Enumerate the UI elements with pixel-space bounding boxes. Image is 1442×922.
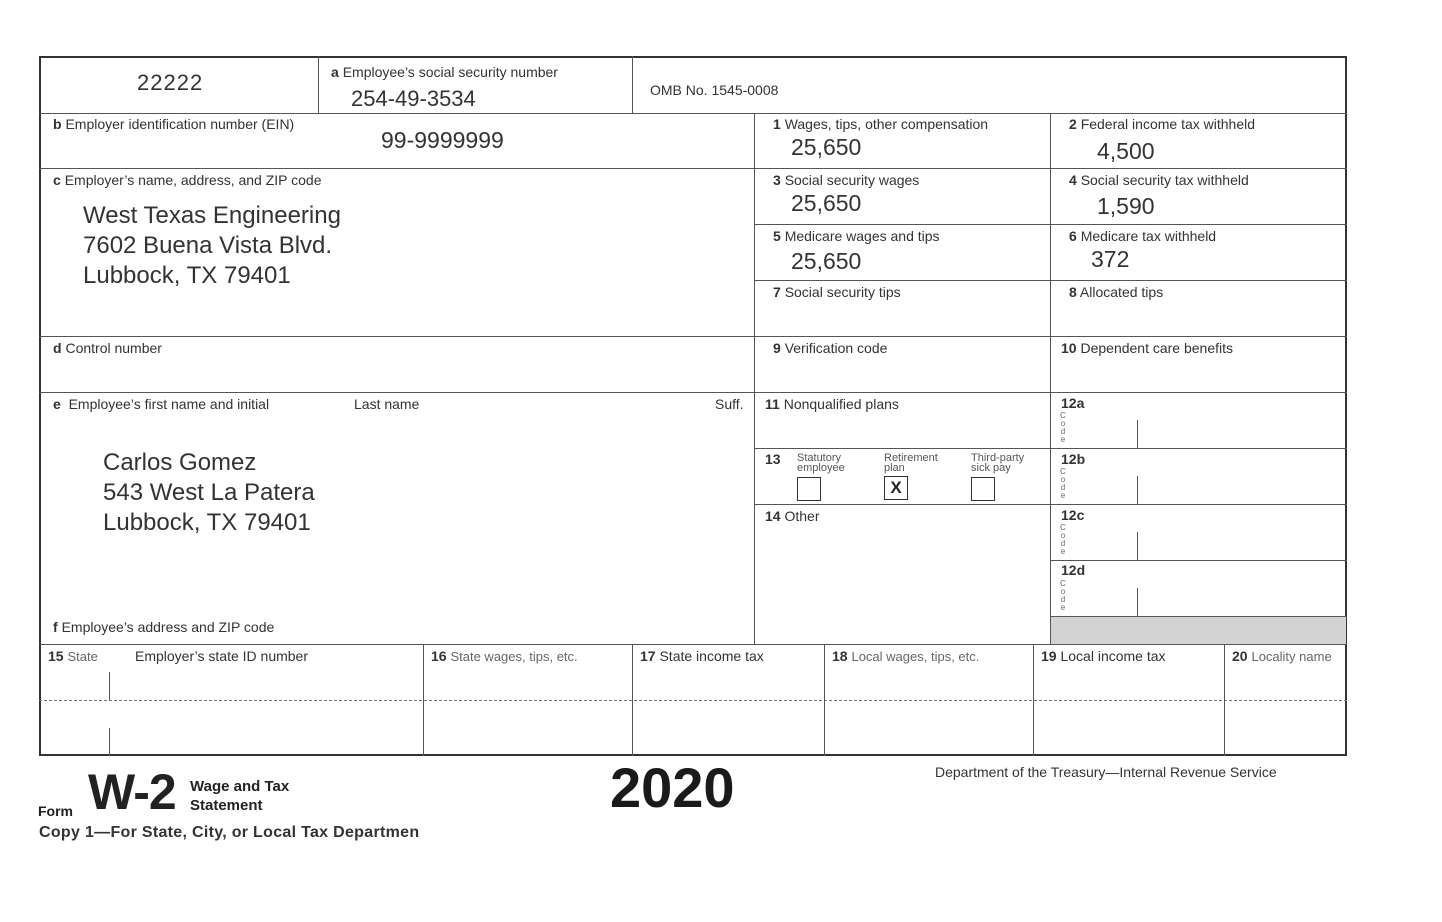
dashed-divider (39, 700, 1347, 701)
employee-address-label: f Employee’s address and ZIP code (53, 619, 275, 635)
divider (824, 644, 825, 756)
box14-label: 14 Other (765, 508, 820, 524)
divider (1050, 560, 1347, 561)
employee-first-name-label: e Employee’s first name and initial (53, 396, 270, 412)
code-divider (1137, 420, 1138, 448)
box2-label: 2 Federal income tax withheld (1069, 116, 1255, 132)
divider (39, 644, 1347, 645)
box18-label: 18 Local wages, tips, etc. (832, 648, 980, 664)
box12c-label: 12c (1061, 507, 1085, 523)
divider (1050, 113, 1051, 644)
divider (39, 336, 1347, 337)
form-name: W-2 (88, 764, 176, 820)
department-line: Department of the Treasury—Internal Revenue Service (935, 764, 1277, 780)
ssn-value[interactable]: 254-49-3534 (351, 86, 476, 111)
state-divider (109, 672, 110, 700)
divider (632, 644, 633, 756)
ein-label: b Employer identification number (EIN) (53, 116, 295, 132)
box11-label: 11 Nonqualified plans (765, 396, 899, 412)
employer-city-line[interactable]: Lubbock, TX 79401 (83, 262, 291, 289)
box12d-label: 12d (1061, 562, 1086, 578)
divider (39, 113, 1347, 114)
employee-city-line[interactable]: Lubbock, TX 79401 (103, 509, 311, 536)
code-label: C o d e (1060, 579, 1066, 612)
box17-label: 17 State income tax (640, 648, 764, 664)
shaded-box (1051, 617, 1346, 644)
box10-label: 10 Dependent care benefits (1061, 340, 1234, 356)
code-label: C o d e (1060, 411, 1066, 444)
code-label: C o d e (1060, 467, 1066, 500)
divider (632, 56, 633, 113)
divider (39, 168, 754, 169)
third-party-sick-pay-checkbox[interactable] (971, 477, 995, 501)
box1-label: 1 Wages, tips, other compensation (773, 116, 989, 132)
box16-label: 16 State wages, tips, etc. (431, 648, 578, 664)
form-code: 22222 (137, 70, 204, 95)
box6-label: 6 Medicare tax withheld (1069, 228, 1217, 244)
divider (754, 113, 755, 644)
third-party-sick-pay-label: Third-party sick pay (971, 452, 1025, 474)
box9-label: 9 Verification code (773, 340, 888, 356)
ssn-label: a Employee’s social security number (331, 64, 558, 80)
box1-value[interactable]: 25,650 (791, 134, 862, 160)
box4-label: 4 Social security tax withheld (1069, 172, 1249, 188)
employer-name-line[interactable]: West Texas Engineering (83, 202, 341, 229)
code-divider (1137, 476, 1138, 504)
employer-state-id-label: Employer’s state ID number (135, 648, 308, 664)
employee-address-line[interactable]: 543 West La Patera (103, 479, 315, 506)
box6-value[interactable]: 372 (1091, 246, 1130, 272)
code-divider (1137, 532, 1138, 560)
divider (1033, 644, 1034, 756)
box3-value[interactable]: 25,650 (791, 190, 862, 216)
suffix-label: Suff. (715, 396, 744, 412)
form-word: Form (38, 803, 73, 819)
omb-number: OMB No. 1545-0008 (650, 82, 779, 98)
state-divider (109, 728, 110, 756)
box12b-label: 12b (1061, 451, 1086, 467)
copy-line: Copy 1—For State, City, or Local Tax Departmen (39, 824, 420, 841)
box12a-label: 12a (1061, 395, 1085, 411)
box2-value[interactable]: 4,500 (1097, 138, 1155, 164)
box15-label: 15 State (48, 648, 98, 664)
box8-label: 8 Allocated tips (1069, 284, 1164, 300)
box19-label: 19 Local income tax (1041, 648, 1166, 664)
statutory-employee-checkbox[interactable] (797, 477, 821, 501)
box5-label: 5 Medicare wages and tips (773, 228, 940, 244)
employee-name-line[interactable]: Carlos Gomez (103, 449, 257, 476)
box7-label: 7 Social security tips (773, 284, 901, 300)
form-title: Wage and Tax Statement (190, 778, 290, 814)
retirement-plan-checkbox[interactable]: X (884, 476, 908, 500)
employer-address-line[interactable]: 7602 Buena Vista Blvd. (83, 232, 333, 259)
employer-name-label: c Employer’s name, address, and ZIP code (53, 172, 322, 188)
ein-value[interactable]: 99-9999999 (381, 127, 504, 153)
box13-label: 13 (765, 451, 781, 467)
code-divider (1137, 588, 1138, 616)
box20-label: 20 Locality name (1232, 648, 1332, 664)
box3-label: 3 Social security wages (773, 172, 920, 188)
box4-value[interactable]: 1,590 (1097, 193, 1155, 219)
divider (1224, 644, 1225, 756)
tax-year: 2020 (610, 756, 735, 819)
employee-last-name-label: Last name (354, 396, 420, 412)
code-label: C o d e (1060, 523, 1066, 556)
statutory-employee-label: Statutory employee (797, 452, 845, 474)
divider (318, 56, 319, 113)
retirement-plan-label: Retirement plan (884, 452, 938, 474)
divider (39, 392, 1347, 393)
divider (423, 644, 424, 756)
control-number-label: d Control number (53, 340, 162, 356)
box5-value[interactable]: 25,650 (791, 248, 862, 274)
